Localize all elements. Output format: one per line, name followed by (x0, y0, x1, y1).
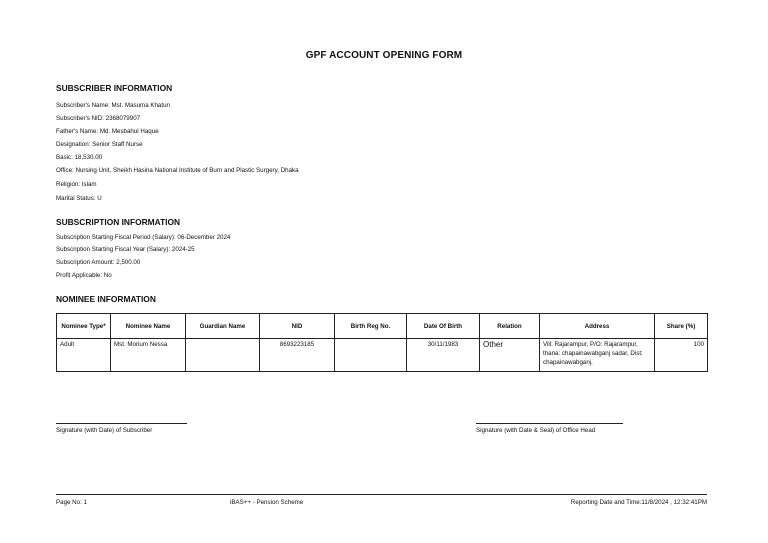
address-cell: Vill: Rajarampur, P/O: Rajarampur, thana: chapainawabganj sadar, Dist: chapainawabganj. (540, 339, 655, 372)
subscriber-section-heading: SUBSCRIBER INFORMATION (56, 83, 173, 93)
relation-cell: Other (480, 339, 540, 372)
subscriber-name: Subscriber's Name: Mst. Masuma Khatun (56, 102, 170, 109)
system-name: iBAS++ - Pension Scheme (230, 499, 304, 506)
column-header: NID (260, 314, 335, 339)
office-head-signature-label: Signature (with Date & Seal) of Office Head (476, 427, 596, 434)
designation: Designation: Senior Staff Nurse (56, 141, 143, 148)
column-header: Address (540, 314, 655, 339)
guardian-name-cell (186, 339, 260, 372)
religion: Religion: Islam (56, 181, 97, 188)
subscription-section-heading: SUBSCRIPTION INFORMATION (56, 217, 181, 227)
share-cell: 100 (655, 339, 708, 372)
table-row (57, 339, 708, 372)
nominee-section-heading: NOMINEE INFORMATION (56, 294, 156, 304)
page-number: Page No: 1 (56, 499, 87, 506)
reporting-date-time: Reporting Date and Time:11/8/2024 , 12:32:41PM (570, 499, 707, 506)
column-header: Nominee Type* (57, 314, 111, 339)
column-header: Relation (480, 314, 540, 339)
subscription-fiscal-year: Subscription Starting Fiscal Year (Salary): 2024-25 (56, 246, 195, 253)
column-header: Date Of Birth (407, 314, 480, 339)
nid-cell: 8693223185 (260, 339, 335, 372)
nominee-type-cell: Adult (57, 339, 111, 372)
basic-salary: Basic: 18,530.00 (56, 154, 103, 161)
subscriber-nid: Subscriber's NID: 2368079907 (56, 115, 141, 122)
office-head-signature-line (476, 423, 623, 424)
profit-applicable: Profit Applicable: No (56, 272, 112, 279)
subscriber-signature-line (56, 423, 187, 424)
column-header: Guardian Name (186, 314, 260, 339)
date-of-birth-cell: 30/11/1983 (407, 339, 480, 372)
subscription-amount: Subscription Amount: 2,500.00 (56, 259, 141, 266)
nominee-table-header (57, 314, 708, 339)
subscription-fiscal-period: Subscription Starting Fiscal Period (Salary): 06-December 2024 (56, 234, 231, 241)
footer-divider (56, 494, 707, 495)
marital-status: Marital Status: U (56, 195, 102, 202)
column-header: Birth Reg No. (335, 314, 407, 339)
column-header: Share (%) (655, 314, 708, 339)
nominee-table (56, 313, 708, 372)
form-title: GPF ACCOUNT OPENING FORM (305, 50, 463, 61)
subscriber-signature-label: Signature (with Date) of Subscriber (56, 427, 153, 434)
nominee-name-cell: Mst. Morium Nessa (111, 339, 186, 372)
office: Office: Nursing Unit, Sheikh Hasina National Institute of Burn and Plastic Surgery, Dhaka (56, 167, 299, 174)
father-name: Father's Name: Md. Mesbahul Haque (56, 128, 159, 135)
birth-reg-cell (335, 339, 407, 372)
column-header: Nominee Name (111, 314, 186, 339)
